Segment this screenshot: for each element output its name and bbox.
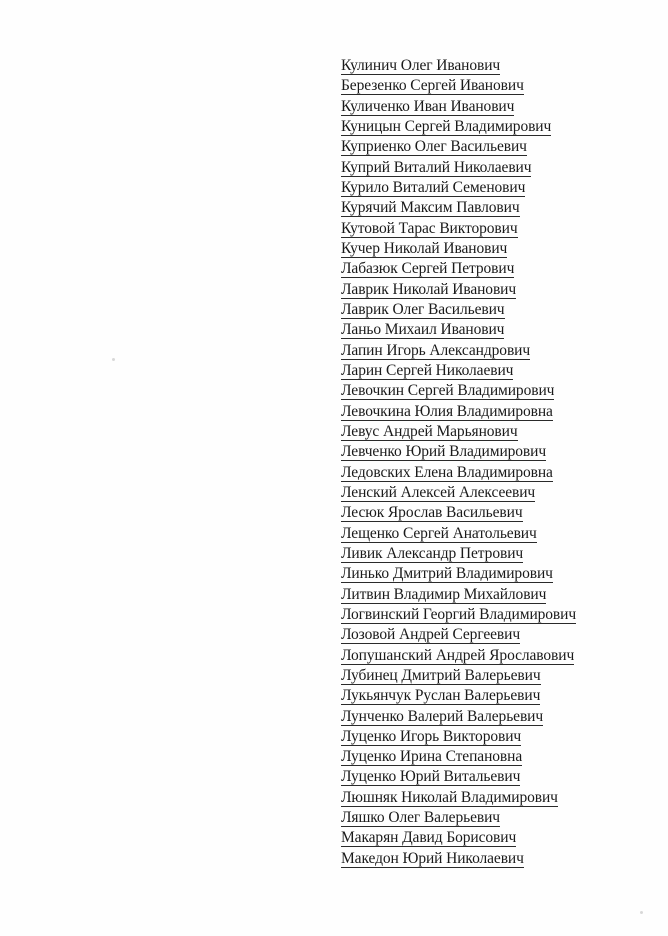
name-entry: Ливик Александр Петрович bbox=[341, 544, 524, 562]
list-item bbox=[341, 463, 641, 483]
name-entry: Лаврик Николай Иванович bbox=[341, 280, 517, 298]
names-list bbox=[341, 56, 641, 869]
list-item bbox=[341, 585, 641, 605]
name-entry: Лозовой Андрей Сергеевич bbox=[341, 626, 521, 644]
name-entry: Курячий Максим Павлович bbox=[341, 199, 520, 217]
name-entry: Березенко Сергей Иванович bbox=[341, 77, 524, 95]
list-item bbox=[341, 707, 641, 727]
name-entry: Луценко Игорь Викторович bbox=[341, 727, 522, 745]
list-item bbox=[341, 544, 641, 564]
list-item bbox=[341, 56, 641, 76]
name-entry: Люшняк Николай Владимирович bbox=[341, 788, 558, 806]
name-entry: Лаврик Олег Васильевич bbox=[341, 300, 505, 318]
name-entry: Македон Юрий Николаевич bbox=[341, 849, 524, 867]
name-entry: Левченко Юрий Владимирович bbox=[341, 443, 547, 461]
name-entry: Лопушанский Андрей Ярославович bbox=[341, 646, 575, 664]
name-entry: Лапин Игорь Александрович bbox=[341, 341, 531, 359]
list-item bbox=[341, 605, 641, 625]
name-entry: Ленский Алексей Алексеевич bbox=[341, 483, 536, 501]
list-item bbox=[341, 483, 641, 503]
name-entry: Лещенко Сергей Анатольевич bbox=[341, 524, 537, 542]
list-item bbox=[341, 300, 641, 320]
list-item bbox=[341, 767, 641, 787]
list-item bbox=[341, 442, 641, 462]
list-item bbox=[341, 280, 641, 300]
name-entry: Кутовой Тарас Викторович bbox=[341, 219, 518, 237]
list-item bbox=[341, 97, 641, 117]
name-entry: Логвинский Георгий Владимирович bbox=[341, 605, 577, 623]
list-item bbox=[341, 219, 641, 239]
name-entry: Линько Дмитрий Владимирович bbox=[341, 565, 553, 583]
list-item bbox=[341, 503, 641, 523]
name-entry: Куприенко Олег Васильевич bbox=[341, 138, 527, 156]
list-item bbox=[341, 259, 641, 279]
name-entry: Ляшко Олег Валерьевич bbox=[341, 809, 500, 827]
list-item bbox=[341, 361, 641, 381]
list-item bbox=[341, 808, 641, 828]
scan-speck bbox=[640, 911, 643, 914]
list-item bbox=[341, 320, 641, 340]
list-item bbox=[341, 158, 641, 178]
name-entry: Куницын Сергей Владимирович bbox=[341, 117, 552, 135]
list-item bbox=[341, 76, 641, 96]
name-entry: Ледовских Елена Владимировна bbox=[341, 463, 553, 481]
name-entry: Ланьо Михаил Иванович bbox=[341, 321, 505, 339]
name-entry: Кулинич Олег Иванович bbox=[341, 57, 501, 74]
list-item bbox=[341, 239, 641, 259]
scan-speck bbox=[112, 358, 115, 361]
list-item bbox=[341, 747, 641, 767]
list-item bbox=[341, 137, 641, 157]
name-entry: Курило Виталий Семенович bbox=[341, 178, 526, 196]
name-entry: Куличенко Иван Иванович bbox=[341, 97, 515, 115]
list-item bbox=[341, 117, 641, 137]
name-entry: Лукьянчук Руслан Валерьевич bbox=[341, 687, 541, 705]
list-item bbox=[341, 341, 641, 361]
list-item bbox=[341, 828, 641, 848]
list-item bbox=[341, 646, 641, 666]
list-item bbox=[341, 625, 641, 645]
list-item bbox=[341, 564, 641, 584]
name-entry: Лабазюк Сергей Петрович bbox=[341, 260, 515, 278]
list-item bbox=[341, 402, 641, 422]
name-entry: Литвин Владимир Михайлович bbox=[341, 585, 547, 603]
list-item bbox=[341, 788, 641, 808]
list-item bbox=[341, 422, 641, 442]
name-entry: Куприй Виталий Николаевич bbox=[341, 158, 532, 176]
list-item bbox=[341, 198, 641, 218]
name-entry: Лесюк Ярослав Васильевич bbox=[341, 504, 523, 522]
name-entry: Лубинец Дмитрий Валерьевич bbox=[341, 666, 541, 684]
list-item bbox=[341, 849, 641, 869]
list-item bbox=[341, 666, 641, 686]
name-entry: Левочкин Сергей Владимирович bbox=[341, 382, 555, 400]
name-entry: Макарян Давид Борисович bbox=[341, 829, 517, 847]
name-entry: Луценко Ирина Степановна bbox=[341, 748, 523, 766]
name-entry: Ларин Сергей Николаевич bbox=[341, 361, 514, 379]
name-entry: Левочкина Юлия Владимировна bbox=[341, 402, 553, 420]
name-entry: Левус Андрей Марьянович bbox=[341, 422, 518, 440]
list-item bbox=[341, 686, 641, 706]
list-item bbox=[341, 381, 641, 401]
list-item bbox=[341, 178, 641, 198]
list-item bbox=[341, 727, 641, 747]
list-item bbox=[341, 524, 641, 544]
name-entry: Луценко Юрий Витальевич bbox=[341, 768, 521, 786]
name-entry: Лунченко Валерий Валерьевич bbox=[341, 707, 544, 725]
name-entry: Кучер Николай Иванович bbox=[341, 239, 508, 257]
